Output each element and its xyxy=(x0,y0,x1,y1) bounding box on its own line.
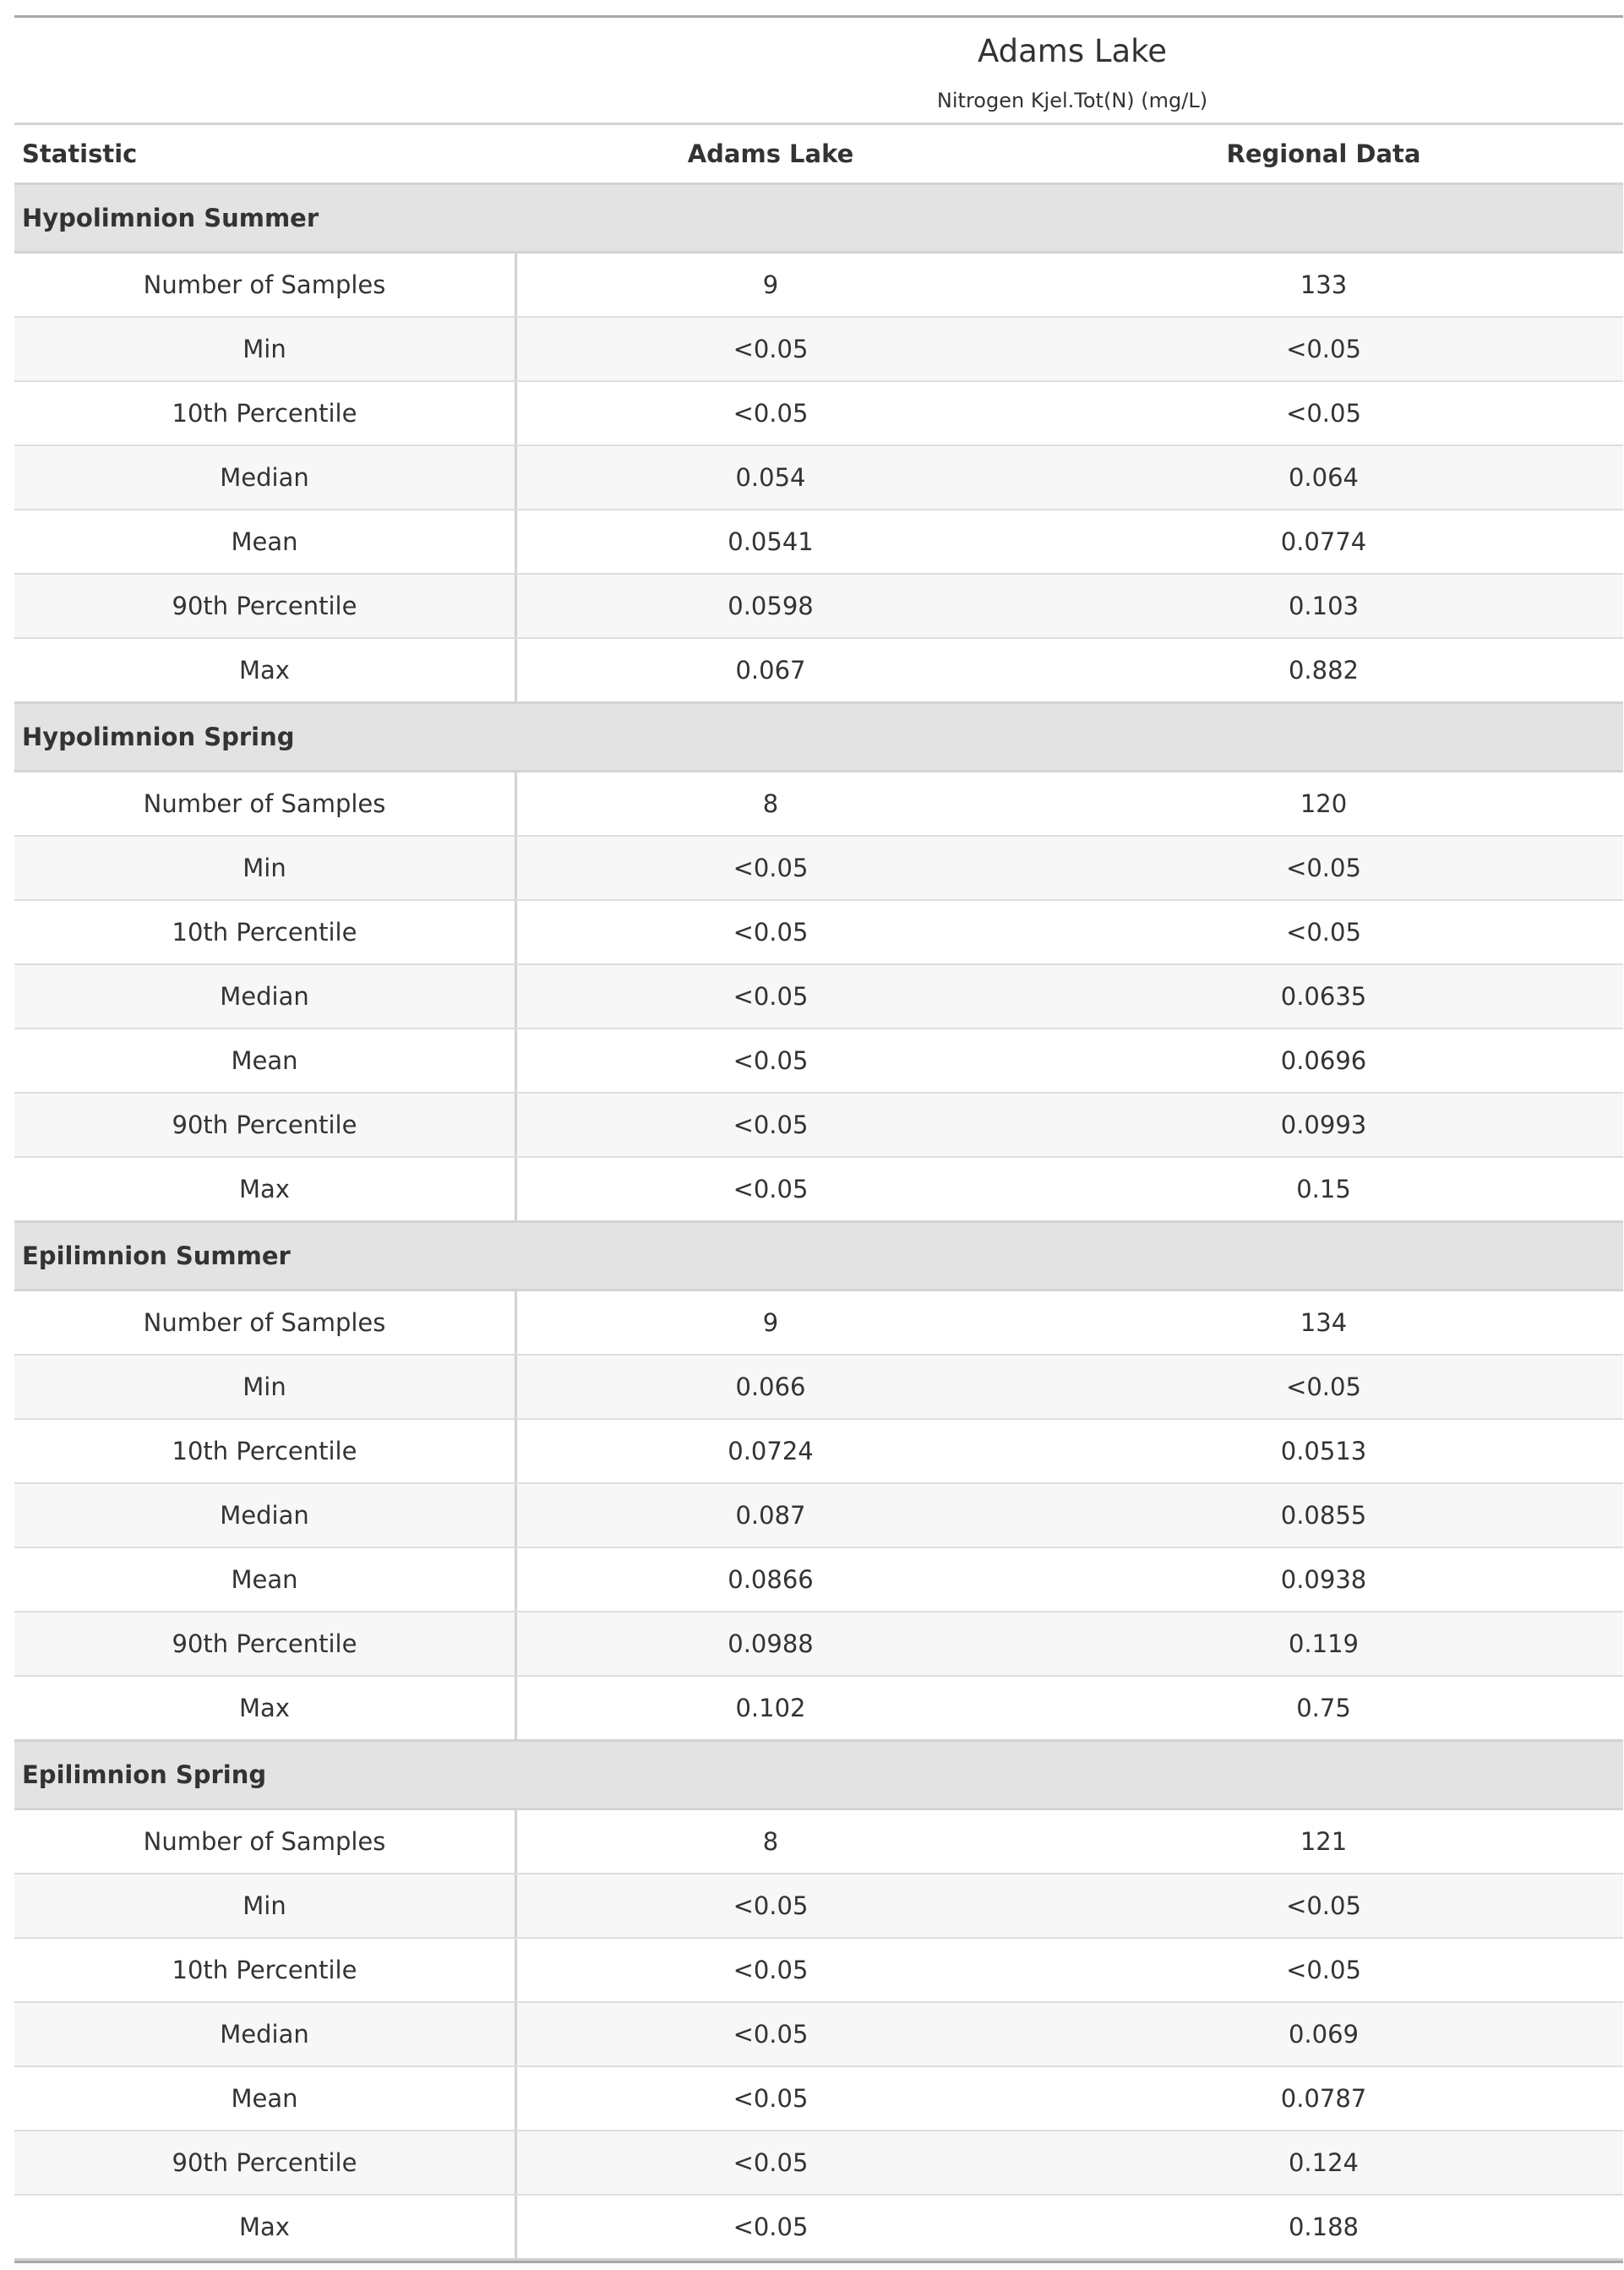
statistic-cell: Number of Samples xyxy=(14,1291,517,1354)
statistic-cell: Min xyxy=(14,1874,517,1937)
lake-value-cell: <0.05 xyxy=(733,399,809,428)
table-title: Adams Lake xyxy=(977,33,1168,69)
regional-value-cell: 0.103 xyxy=(1288,592,1360,620)
lake-value-cell: 0.0866 xyxy=(728,1565,814,1594)
table-row xyxy=(14,382,1623,446)
statistic-cell: Max xyxy=(14,1158,517,1220)
table-row xyxy=(14,575,1623,639)
lake-value-cell: <0.05 xyxy=(733,1956,809,1984)
lake-value-cell: <0.05 xyxy=(733,2148,809,2177)
table-row xyxy=(14,1677,1623,1742)
regional-value-cell: 0.0993 xyxy=(1280,1110,1367,1139)
table-body xyxy=(14,185,1623,2261)
bottom-rule xyxy=(14,2261,1623,2263)
table-row xyxy=(14,837,1623,901)
table-row xyxy=(14,1420,1623,1484)
regional-value-cell: 0.124 xyxy=(1288,2148,1360,2177)
lake-value-cell: 0.054 xyxy=(735,463,806,492)
lake-value-cell: <0.05 xyxy=(733,918,809,947)
lake-value-cell: <0.05 xyxy=(733,1110,809,1139)
regional-value-cell: 0.0635 xyxy=(1280,982,1367,1011)
statistic-cell: Number of Samples xyxy=(14,254,517,316)
table-row xyxy=(14,318,1623,382)
lake-value-cell: <0.05 xyxy=(733,335,809,363)
statistic-cell: Median xyxy=(14,2003,517,2065)
table-row xyxy=(14,1548,1623,1612)
statistic-cell: Median xyxy=(14,446,517,509)
row-group-heading: Epilimnion Summer xyxy=(14,1223,1623,1291)
lake-value-cell: 9 xyxy=(762,270,779,299)
statistic-cell: Max xyxy=(14,639,517,701)
lake-value-cell: 0.0598 xyxy=(728,592,814,620)
lake-value-cell: 0.067 xyxy=(735,656,806,685)
table-row xyxy=(14,2131,1623,2196)
regional-value-cell: 121 xyxy=(1300,1827,1348,1856)
statistic-cell: Number of Samples xyxy=(14,1810,517,1873)
table-row xyxy=(14,2067,1623,2131)
regional-value-cell: 0.188 xyxy=(1288,2213,1360,2241)
statistic-cell: Mean xyxy=(14,1029,517,1092)
lake-value-cell: <0.05 xyxy=(733,1046,809,1075)
table-row xyxy=(14,1158,1623,1223)
table-title-block xyxy=(14,18,1623,125)
regional-value-cell: <0.05 xyxy=(1286,399,1361,428)
lake-value-cell: 0.0724 xyxy=(728,1437,814,1465)
statistic-cell: Min xyxy=(14,1356,517,1418)
row-group-heading: Epilimnion Spring xyxy=(14,1742,1623,1810)
lake-value-cell: 0.066 xyxy=(735,1372,806,1401)
lake-value-cell: <0.05 xyxy=(733,2213,809,2241)
table-row xyxy=(14,1810,1623,1874)
statistic-cell: Number of Samples xyxy=(14,772,517,835)
regional-value-cell: <0.05 xyxy=(1286,854,1361,882)
column-header-statistic: Statistic xyxy=(22,139,138,168)
regional-value-cell: 0.15 xyxy=(1296,1175,1351,1203)
table-row xyxy=(14,254,1623,318)
statistic-cell: Mean xyxy=(14,2067,517,2130)
statistic-cell: 90th Percentile xyxy=(14,1094,517,1156)
table-row xyxy=(14,2003,1623,2067)
statistic-cell: Median xyxy=(14,965,517,1028)
statistic-cell: 10th Percentile xyxy=(14,382,517,445)
statistic-cell: Max xyxy=(14,1677,517,1739)
regional-value-cell: <0.05 xyxy=(1286,1956,1361,1984)
statistic-cell: 10th Percentile xyxy=(14,901,517,963)
lake-value-cell: 0.0541 xyxy=(728,527,814,556)
regional-value-cell: 134 xyxy=(1300,1308,1348,1337)
regional-value-cell: 0.0696 xyxy=(1280,1046,1367,1075)
regional-value-cell: 0.0938 xyxy=(1280,1565,1367,1594)
table-row xyxy=(14,446,1623,510)
lake-value-cell: 0.087 xyxy=(735,1501,806,1530)
statistic-cell: Mean xyxy=(14,1548,517,1611)
table-row xyxy=(14,1484,1623,1548)
column-header-lake: Adams Lake xyxy=(687,139,854,168)
table-row xyxy=(14,901,1623,965)
regional-value-cell: 0.75 xyxy=(1296,1694,1351,1722)
table-row xyxy=(14,1291,1623,1356)
regional-value-cell: 0.0774 xyxy=(1280,527,1367,556)
regional-value-cell: 133 xyxy=(1300,270,1348,299)
table-subtitle: Nitrogen Kjel.Tot(N) (mg/L) xyxy=(936,89,1208,112)
statistic-cell: Median xyxy=(14,1484,517,1547)
regional-value-cell: 0.064 xyxy=(1288,463,1360,492)
statistic-cell: Max xyxy=(14,2196,517,2258)
statistic-cell: Mean xyxy=(14,510,517,573)
statistic-cell: 90th Percentile xyxy=(14,575,517,637)
regional-value-cell: 0.069 xyxy=(1288,2020,1360,2049)
regional-value-cell: 0.0513 xyxy=(1280,1437,1367,1465)
table-row xyxy=(14,1939,1623,2003)
table-row xyxy=(14,639,1623,704)
table-row xyxy=(14,1874,1623,1939)
statistic-cell: Min xyxy=(14,318,517,380)
lake-value-cell: 8 xyxy=(762,1827,779,1856)
lake-value-cell: 0.102 xyxy=(735,1694,806,1722)
regional-value-cell: 120 xyxy=(1300,789,1348,818)
column-header-row xyxy=(14,125,1623,185)
lake-value-cell: <0.05 xyxy=(733,982,809,1011)
regional-value-cell: 0.119 xyxy=(1288,1629,1360,1658)
table-row xyxy=(14,1029,1623,1094)
table-row xyxy=(14,2196,1623,2261)
row-group-heading: Hypolimnion Spring xyxy=(14,704,1623,772)
statistic-cell: 10th Percentile xyxy=(14,1939,517,2001)
table-row xyxy=(14,1356,1623,1420)
regional-value-cell: <0.05 xyxy=(1286,335,1361,363)
lake-value-cell: <0.05 xyxy=(733,854,809,882)
statistic-cell: 90th Percentile xyxy=(14,2131,517,2194)
regional-value-cell: <0.05 xyxy=(1286,1891,1361,1920)
table-row xyxy=(14,1612,1623,1677)
regional-value-cell: <0.05 xyxy=(1286,918,1361,947)
regional-value-cell: 0.0787 xyxy=(1280,2084,1367,2113)
lake-value-cell: 8 xyxy=(762,789,779,818)
table-row xyxy=(14,965,1623,1029)
lake-value-cell: <0.05 xyxy=(733,2084,809,2113)
lake-value-cell: <0.05 xyxy=(733,2020,809,2049)
statistic-cell: Min xyxy=(14,837,517,899)
lake-value-cell: <0.05 xyxy=(733,1175,809,1203)
table-row xyxy=(14,1094,1623,1158)
regional-value-cell: 0.0855 xyxy=(1280,1501,1367,1530)
lake-value-cell: 9 xyxy=(762,1308,779,1337)
table-row xyxy=(14,772,1623,837)
row-group-heading: Hypolimnion Summer xyxy=(14,185,1623,254)
table-row xyxy=(14,510,1623,575)
statistic-cell: 10th Percentile xyxy=(14,1420,517,1482)
lake-value-cell: <0.05 xyxy=(733,1891,809,1920)
regional-value-cell: <0.05 xyxy=(1286,1372,1361,1401)
summary-table xyxy=(14,15,1623,2263)
column-header-regional: Regional Data xyxy=(1226,139,1421,168)
lake-value-cell: 0.0988 xyxy=(728,1629,814,1658)
statistic-cell: 90th Percentile xyxy=(14,1612,517,1675)
regional-value-cell: 0.882 xyxy=(1288,656,1360,685)
